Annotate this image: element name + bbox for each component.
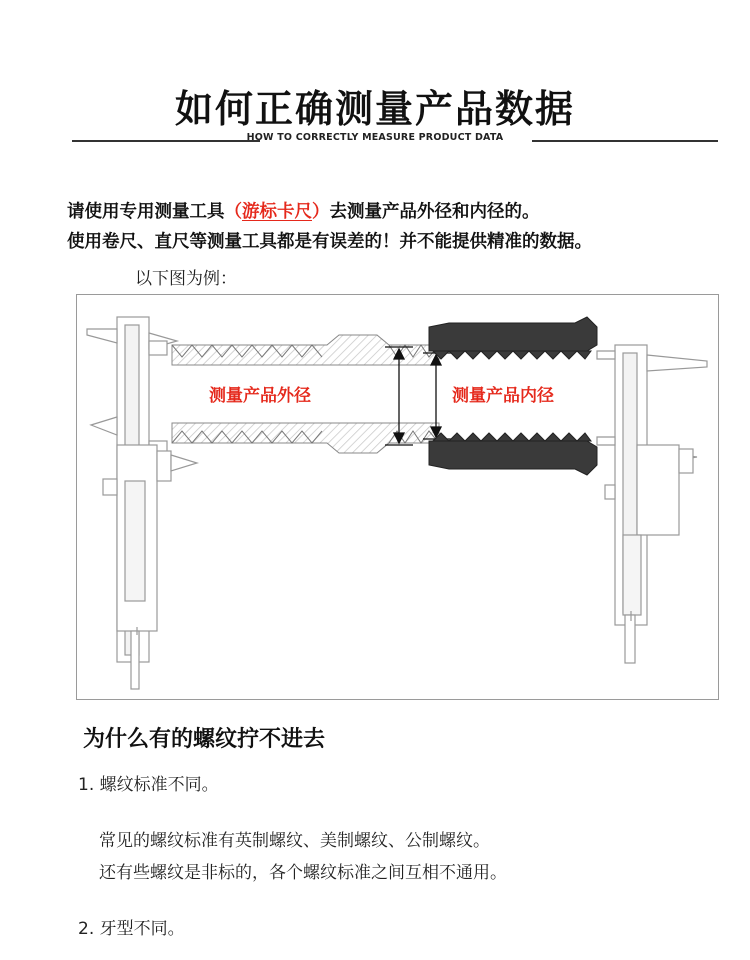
paren-close: ）	[312, 202, 330, 222]
left-caliper-icon	[87, 317, 197, 689]
page-subtitle: HOW TO CORRECTLY MEASURE PRODUCT DATA	[246, 132, 504, 143]
paren-open: （	[224, 202, 242, 222]
measurement-figure	[76, 294, 719, 700]
inner-diameter-label: 测量产品内径	[452, 386, 554, 406]
page-title: 如何正确测量产品数据	[174, 87, 575, 131]
reason-2-title: 2. 牙型不同。	[78, 919, 185, 939]
intro-line-1	[67, 198, 540, 223]
section-heading: 为什么有的螺纹拧不进去	[83, 727, 326, 752]
example-caption: 以下图为例：	[135, 269, 237, 289]
caliper-illustration	[77, 295, 718, 699]
reason-1-title: 1. 螺纹标准不同。	[78, 775, 219, 795]
reason-1-line-1: 常见的螺纹标准有英制螺纹、美制螺纹、公制螺纹。	[99, 831, 490, 851]
intro-text-after: 去测量产品外径和内径的。	[329, 202, 540, 222]
reason-1-line-2: 还有些螺纹是非标的，各个螺纹标准之间互相不通用。	[99, 863, 507, 883]
right-caliper-icon	[597, 345, 707, 663]
intro-line-2: 使用卷尺、直尺等测量工具都是有误差的！并不能提供精准的数据。	[67, 232, 592, 252]
outer-diameter-label: 测量产品外径	[209, 386, 311, 406]
intro-text-before: 请使用专用测量工具	[67, 202, 225, 222]
tool-highlight: 游标卡尺	[242, 202, 312, 222]
